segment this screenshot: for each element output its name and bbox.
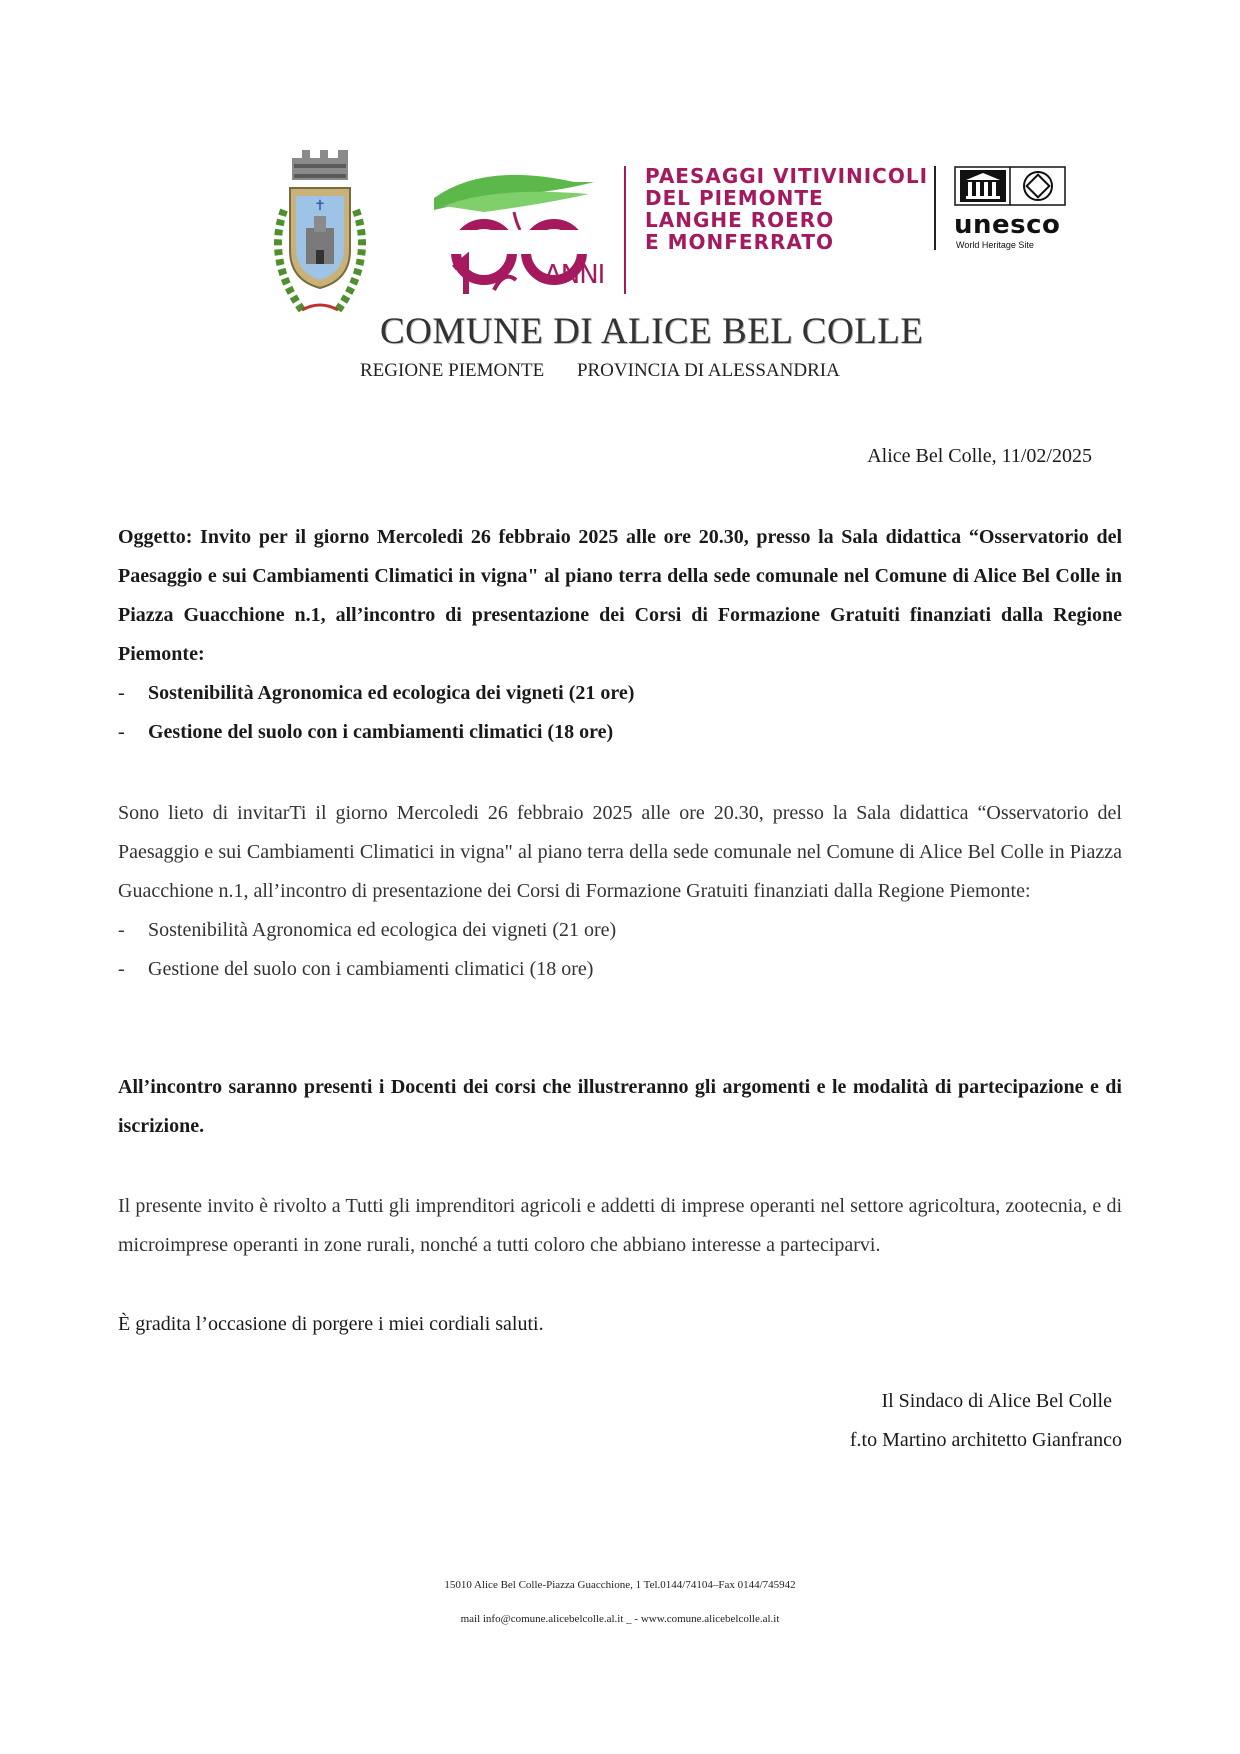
course-name: Sostenibilità Agronomica ed ecologica dei vigneti (21 ore) bbox=[148, 919, 617, 941]
subject-section bbox=[118, 518, 1122, 752]
invite-paragraph: Sono lieto di invitarTi il giorno Mercoledi 26 febbraio 2025 alle ore 20.30, presso la Sala didattica “Osservatorio del Paesaggio e sui Cambiamenti Climatici in vigna" al piano terra della sede comunale nel Comune di Alice Bel Colle in Piazza Guacchione n.1, all’incontro di presentazione dei Corsi di Formazione Gratuiti finanziati dalla Regione Piemonte: bbox=[118, 802, 1122, 902]
list-item bbox=[118, 950, 1122, 989]
signature-block bbox=[850, 1382, 1122, 1460]
signature-title: Il Sindaco di Alice Bel Colle bbox=[881, 1390, 1112, 1412]
unesco-temple-icon bbox=[954, 166, 1066, 206]
unesco-site-line: LANGHE ROERO bbox=[645, 208, 835, 232]
greeting: È gradita l’occasione di porgere i miei cordiali saluti. bbox=[118, 1313, 544, 1335]
course-name: Gestione del suolo con i cambiamenti climatici (18 ore) bbox=[148, 721, 614, 743]
list-dash: - bbox=[118, 682, 125, 704]
unesco-site-name bbox=[645, 165, 935, 253]
list-dash: - bbox=[118, 721, 125, 743]
letter-date: Alice Bel Colle, 11/02/2025 bbox=[867, 445, 1092, 467]
anni-label: ANNI bbox=[544, 260, 605, 290]
subject-paragraph: Oggetto: Invito per il giorno Mercoledi 26 febbraio 2025 alle ore 20.30, presso la Sala didattica “Osservatorio del Paesaggio e sui Cambiamenti Climatici in vigna" al piano terra della sede comunale nel Comune di Alice Bel Colle in Piazza Guacchione n.1, all’incontro di presentazione dei Corsi di Formazione Gratuiti finanziati dalla Regione Piemonte: bbox=[118, 526, 1122, 665]
unesco-site-line: DEL PIEMONTE bbox=[645, 186, 824, 210]
presence-paragraph: All’incontro saranno presenti i Docenti dei corsi che illustreranno gli argomenti e le modalità di partecipazione e di iscrizione. bbox=[118, 1076, 1122, 1137]
invite-section bbox=[118, 794, 1122, 989]
unesco-divider bbox=[934, 166, 936, 250]
region-label: REGIONE PIEMONTE bbox=[360, 360, 545, 381]
list-item bbox=[118, 713, 1122, 752]
footer-address: 15010 Alice Bel Colle-Piazza Guacchione, 1 Tel.0144/74104–Fax 0144/745942 bbox=[444, 1579, 796, 1591]
list-dash: - bbox=[118, 958, 125, 980]
ten-years-anniversary-logo bbox=[424, 160, 614, 300]
logo-divider bbox=[624, 166, 626, 294]
unesco-subtitle: World Heritage Site bbox=[956, 240, 1034, 250]
list-dash: - bbox=[118, 919, 125, 941]
course-name: Sostenibilità Agronomica ed ecologica dei vigneti (21 ore) bbox=[148, 682, 635, 704]
province-label: PROVINCIA DI ALESSANDRIA bbox=[576, 360, 840, 381]
municipal-coat-of-arms bbox=[262, 150, 378, 320]
unesco-site-line: E MONFERRATO bbox=[645, 230, 834, 254]
coat-of-arms-icon bbox=[262, 150, 378, 320]
recipients-paragraph: Il presente invito è rivolto a Tutti gli imprenditori agricoli e addetti di imprese operanti nel settore agricoltura, zootecnia, e di microimprese operanti in zone rurali, nonché a tutti coloro che abbiano interesse a parteciparvi. bbox=[118, 1195, 1122, 1256]
list-item bbox=[118, 911, 1122, 950]
svg-text:✝: ✝ bbox=[314, 199, 326, 214]
unesco-wordmark: unesco bbox=[954, 210, 1061, 240]
signature-name: f.to Martino architetto Gianfranco bbox=[849, 1429, 1122, 1451]
unesco-site-line: PAESAGGI VITIVINICOLI bbox=[645, 164, 929, 188]
municipality-title: COMUNE DI ALICE BEL COLLE bbox=[380, 311, 924, 352]
list-item bbox=[118, 674, 1122, 713]
region-line bbox=[360, 360, 868, 382]
course-name: Gestione del suolo con i cambiamenti climatici (18 ore) bbox=[148, 958, 594, 980]
footer-contacts: mail info@comune.alicebelcolle.al.it _ - www.comune.alicebelcolle.al.it bbox=[460, 1613, 780, 1625]
